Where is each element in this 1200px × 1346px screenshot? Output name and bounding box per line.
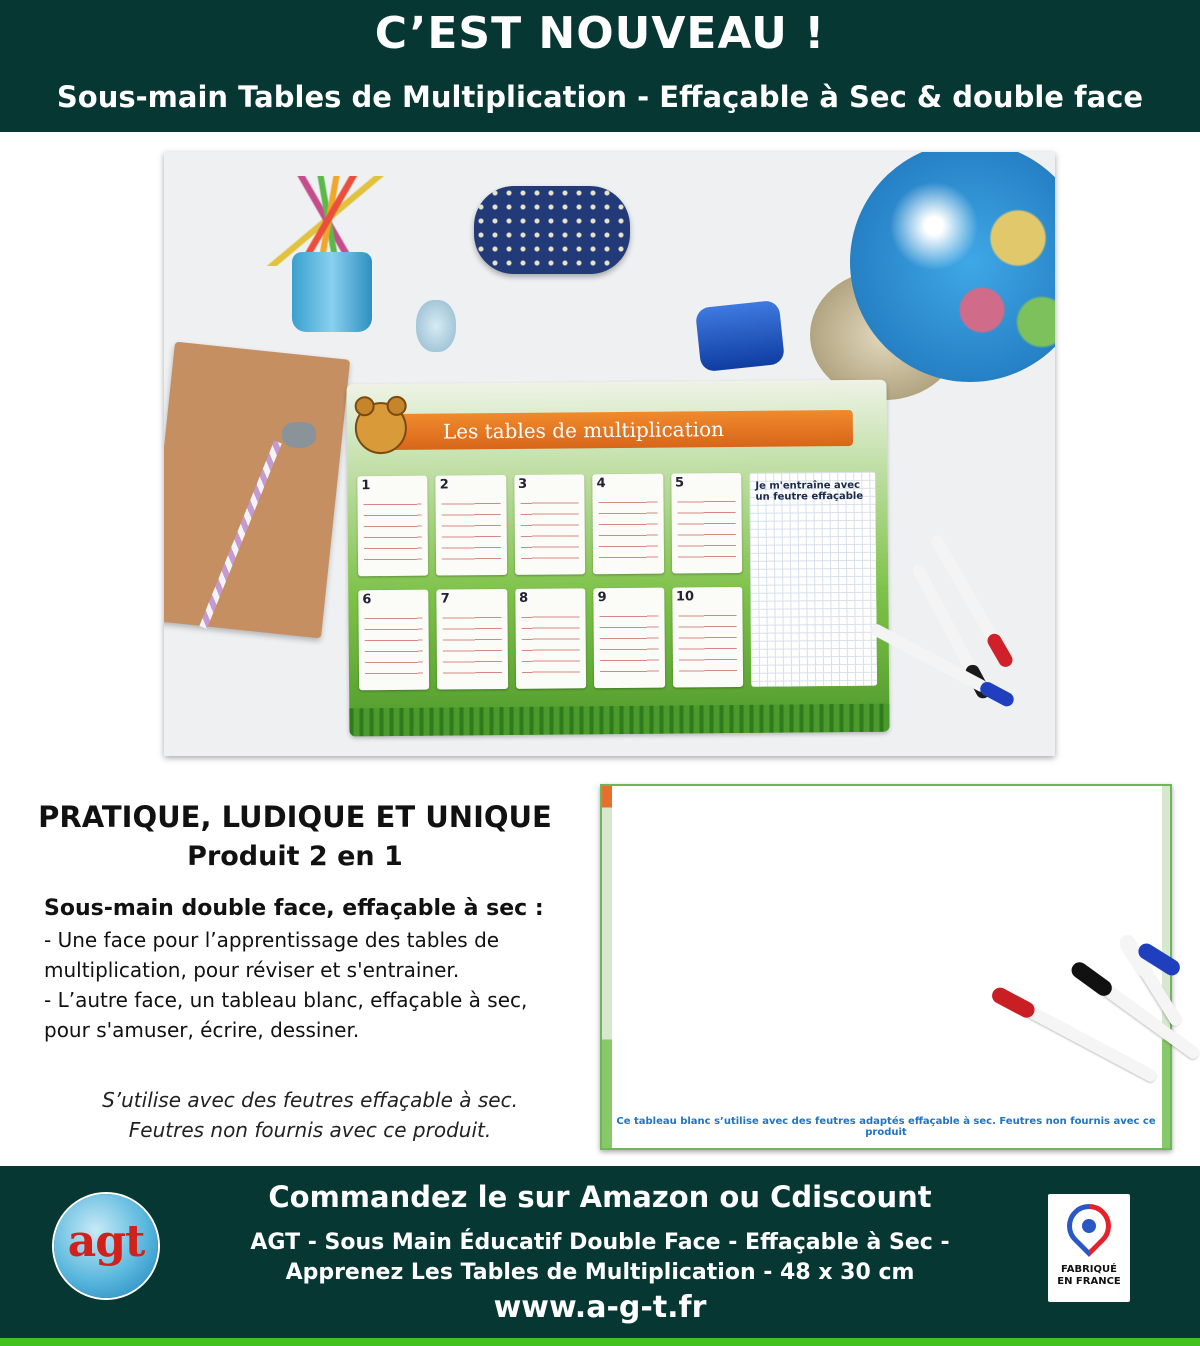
table-card (515, 588, 586, 689)
whiteboard-side-photo (600, 784, 1172, 1150)
table-number: 3 (518, 476, 528, 492)
badge-text (1048, 1264, 1130, 1288)
table-card (437, 589, 508, 690)
description-line: multiplication, pour réviser et s'entrainer. (44, 958, 460, 982)
table-number: 4 (596, 476, 606, 492)
agt-logo-text: agt (67, 1216, 145, 1267)
table-card (436, 475, 507, 576)
glass-sharpener (416, 300, 456, 352)
multiplication-mat (346, 380, 889, 737)
mat-table-grid (357, 473, 743, 690)
usage-note: S’utilise avec des feutres effaçable à sec. (102, 1088, 518, 1112)
table-number: 2 (439, 477, 449, 493)
pencil-pouch (474, 186, 630, 274)
footer-accent-bar (0, 1338, 1200, 1346)
table-card (592, 474, 663, 575)
table-number: 10 (675, 589, 695, 605)
table-number: 8 (519, 590, 529, 606)
marker-cap (978, 680, 1016, 709)
location-pin-icon (1058, 1195, 1120, 1257)
mat-title: Les tables de multiplication (442, 417, 725, 444)
cat-pencil-topper (282, 422, 316, 448)
mat-title-banner (383, 410, 853, 450)
red-marker (929, 533, 999, 643)
footer-banner (0, 1166, 1200, 1338)
description-title: Sous-main double face, effaçable à sec : (44, 896, 544, 921)
website-link[interactable]: www.a-g-t.fr (493, 1290, 707, 1325)
header-banner (0, 0, 1200, 132)
page-title: C’EST NOUVEAU ! (374, 8, 826, 59)
whiteboard-surface (616, 792, 1158, 1120)
table-card (357, 476, 428, 577)
table-card (358, 590, 429, 691)
table-number: 9 (597, 590, 607, 606)
usage-note: Feutres non fournis avec ce produit. (128, 1118, 492, 1142)
grass-border (349, 704, 889, 737)
table-card (593, 588, 664, 689)
description-line: - L’autre face, un tableau blanc, effaçable à sec, (44, 988, 528, 1012)
table-number: 5 (674, 475, 685, 491)
product-name-line-1: AGT - Sous Main Éducatif Double Face - Effaçable à Sec - (250, 1230, 950, 1255)
board-caption: Ce tableau blanc s’utilise avec des feutres adaptés effaçable à sec. Feutres non fournis avec ce produit (616, 1116, 1156, 1138)
table-number: 1 (361, 478, 371, 494)
description-line: pour s'amuser, écrire, dessiner. (44, 1018, 360, 1042)
feature-subheading: Produit 2 en 1 (187, 841, 403, 872)
page-subtitle: Sous-main Tables de Multiplication - Effaçable à Sec & double face (56, 80, 1144, 114)
bear-mascot (355, 402, 407, 454)
marker-cap (985, 631, 1015, 669)
made-in-france-badge (1048, 1194, 1130, 1302)
feature-heading: PRATIQUE, LUDIQUE ET UNIQUE (38, 800, 552, 834)
product-photo (164, 152, 1055, 756)
mat-practice-panel (749, 472, 877, 687)
table-number: 7 (440, 591, 450, 607)
badge-line: FABRIQUÉ (1061, 1264, 1117, 1275)
board-eraser (695, 300, 785, 372)
table-card (514, 474, 585, 575)
practice-panel-text: Je m'entraîne avec un feutre effaçable (755, 479, 864, 503)
table-card (671, 473, 742, 574)
description-line: - Une face pour l’apprentissage des tables de (44, 928, 500, 952)
table-number: 6 (362, 592, 372, 608)
pencil-cup (292, 252, 372, 332)
badge-line: EN FRANCE (1057, 1276, 1121, 1287)
order-cta: Commandez le sur Amazon ou Cdiscount (268, 1180, 932, 1214)
product-name-line-2: Apprenez Les Tables de Multiplication - 48 x 30 cm (285, 1260, 915, 1285)
board-edge (602, 786, 612, 1148)
table-card (672, 587, 743, 688)
